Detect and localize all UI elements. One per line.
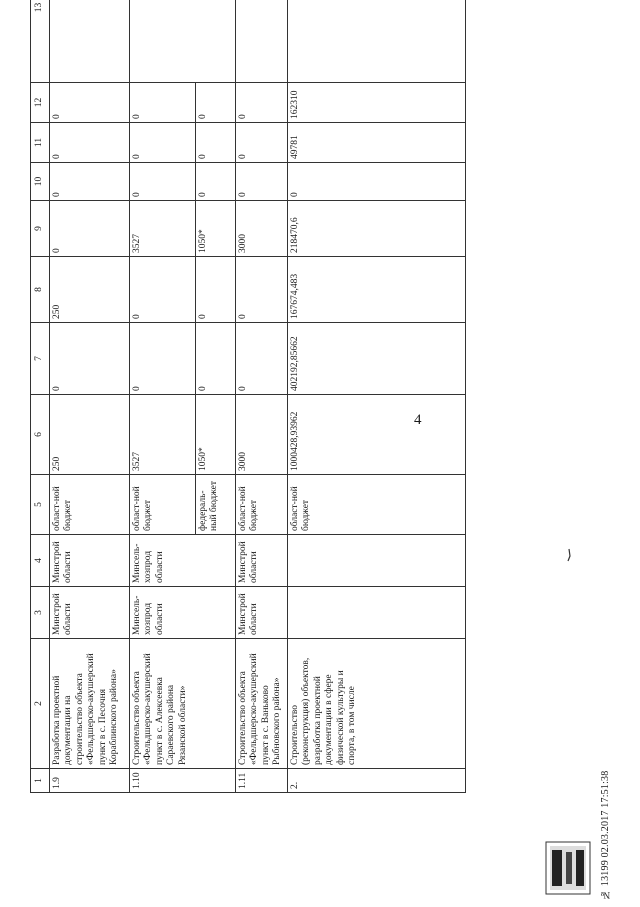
value-cell: 0 <box>288 163 466 201</box>
table-container <box>30 2 466 793</box>
header-cell: 13 <box>31 0 50 83</box>
funding-source: област-ной бюджет <box>236 475 288 535</box>
header-cell: 12 <box>31 83 50 123</box>
header-row <box>31 0 50 793</box>
value-cell: 0 <box>196 123 236 163</box>
table-row <box>288 0 466 793</box>
header-cell: 4 <box>31 535 50 587</box>
value-cell: 49781 <box>288 123 466 163</box>
header-cell: 7 <box>31 323 50 395</box>
value-cell: 0 <box>236 257 288 323</box>
value-cell: 0 <box>196 323 236 395</box>
value-cell: 1050* <box>196 395 236 475</box>
value-cell: 402192,85662 <box>288 323 466 395</box>
value-cell: 0 <box>130 257 196 323</box>
value-cell: 0 <box>236 163 288 201</box>
value-cell: 1000428,93962 <box>288 395 466 475</box>
executor: Минстрой области <box>50 535 130 587</box>
rotated-table-frame <box>30 2 466 793</box>
header-cell: 10 <box>31 163 50 201</box>
registration-stamp-icon <box>540 612 598 902</box>
funding-source: област-ной бюджет <box>288 475 466 535</box>
customer: Минстрой области <box>50 587 130 639</box>
budget-table <box>30 0 466 793</box>
funding-source: област-ной бюджет <box>50 475 130 535</box>
value-cell: 0 <box>50 163 130 201</box>
executor: Минстрой области <box>236 535 288 587</box>
value-cell: 0 <box>196 257 236 323</box>
header-cell: 3 <box>31 587 50 639</box>
note-cell <box>50 0 130 83</box>
funding-source: федераль-ный бюджет <box>196 475 236 535</box>
table-row <box>130 0 196 793</box>
header-cell: 2 <box>31 639 50 769</box>
row-number: 1.10 <box>130 769 236 793</box>
value-cell: 167674,483 <box>288 257 466 323</box>
customer: Минстрой области <box>236 587 288 639</box>
value-cell: 0 <box>130 323 196 395</box>
value-cell: 0 <box>236 123 288 163</box>
value-cell: 0 <box>196 163 236 201</box>
value-cell: 3527 <box>130 395 196 475</box>
value-cell: 0 <box>236 83 288 123</box>
table-row <box>50 0 130 793</box>
header-cell: 9 <box>31 201 50 257</box>
note-cell <box>236 0 288 83</box>
row-number: 1.9 <box>50 769 130 793</box>
value-cell: 1050* <box>196 201 236 257</box>
value-cell: 3527 <box>130 201 196 257</box>
header-cell: 8 <box>31 257 50 323</box>
value-cell: 0 <box>130 123 196 163</box>
value-cell: 250 <box>50 257 130 323</box>
value-cell: 0 <box>130 163 196 201</box>
value-cell: 0 <box>50 83 130 123</box>
value-cell: 250 <box>50 395 130 475</box>
project-name: Разработка проектной документации на строительство объекта «Фельдшерско-акушерский пункт в с. Песочня Кораблинского района» <box>50 639 130 769</box>
customer: Минсель-хозпрод области <box>130 587 236 639</box>
header-cell: 11 <box>31 123 50 163</box>
header-cell: 1 <box>31 769 50 793</box>
funding-source: област-ной бюджет <box>130 475 196 535</box>
table-row <box>236 0 288 793</box>
header-cell: 5 <box>31 475 50 535</box>
pen-mark <box>566 548 572 562</box>
project-name: Строительство объекта «Фельдшерско-акушерский пункт в с. Алексеевка Сараевского района Рязанской области» <box>130 639 236 769</box>
value-cell: 0 <box>130 83 196 123</box>
header-cell: 6 <box>31 395 50 475</box>
customer <box>288 587 466 639</box>
value-cell: 0 <box>196 83 236 123</box>
project-name: Строительство (реконструкция) объектов, разработка проектной документации в сфере физической культуры и спорта, в том числе <box>288 639 466 769</box>
page-number: 4 <box>414 412 422 428</box>
row-number: 1.11 <box>236 769 288 793</box>
value-cell: 162310 <box>288 83 466 123</box>
value-cell: 0 <box>50 201 130 257</box>
registration-stamp-text: № 13199 02.03.2017 17:51:38 <box>600 770 611 900</box>
value-cell: 0 <box>50 323 130 395</box>
value-cell: 3000 <box>236 395 288 475</box>
value-cell: 0 <box>236 323 288 395</box>
executor: Минсель-хозпрод области <box>130 535 236 587</box>
project-name: Строительство объекта «Фельдшерско-акушерский пункт в с. Ваньково Рыбновского района» <box>236 639 288 769</box>
value-cell: 0 <box>50 123 130 163</box>
value-cell: 218470,6 <box>288 201 466 257</box>
note-cell <box>288 0 466 83</box>
value-cell: 3000 <box>236 201 288 257</box>
executor <box>288 535 466 587</box>
row-number: 2. <box>288 769 466 793</box>
note-cell <box>130 0 236 83</box>
